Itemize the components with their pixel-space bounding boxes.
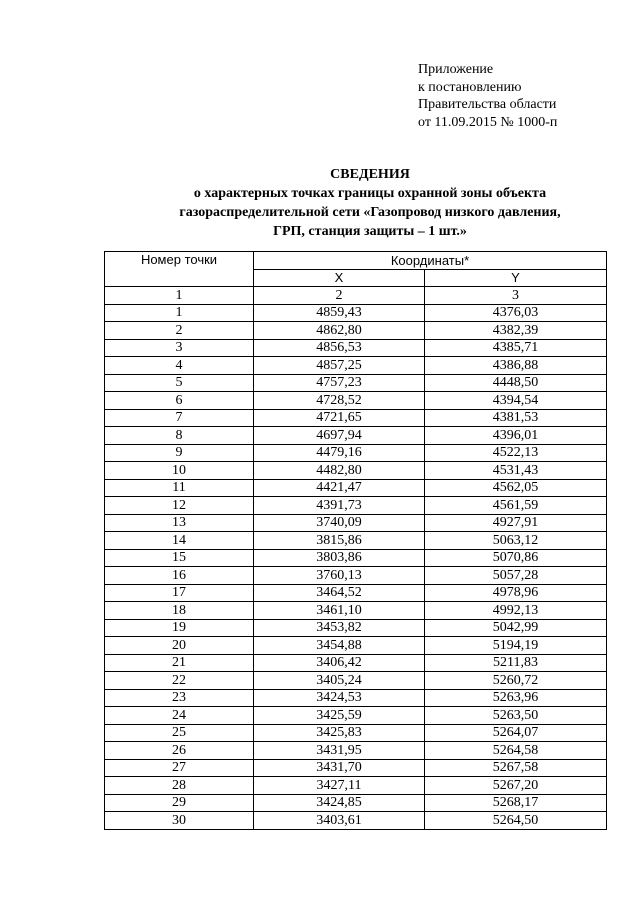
x-coordinate-cell: 4862,80 [254, 322, 425, 340]
y-coordinate-cell: 4561,59 [425, 497, 607, 515]
coordinates-table [104, 251, 607, 830]
x-coordinate-cell: 3431,95 [254, 742, 425, 760]
header-y: Y [425, 269, 607, 287]
table-row [105, 444, 607, 462]
table-row [105, 532, 607, 550]
appendix-line: к постановлению [418, 79, 522, 95]
document-title [100, 165, 640, 241]
table-row [105, 374, 607, 392]
point-number-cell: 25 [105, 724, 254, 742]
table-row [105, 409, 607, 427]
appendix-line: от 11.09.2015 № 1000-п [418, 114, 558, 130]
y-coordinate-cell: 4376,03 [425, 304, 607, 322]
x-coordinate-cell: 3405,24 [254, 672, 425, 690]
y-coordinate-cell: 4385,71 [425, 339, 607, 357]
point-number-cell: 11 [105, 479, 254, 497]
x-coordinate-cell: 3454,88 [254, 637, 425, 655]
point-number-cell: 14 [105, 532, 254, 550]
point-number-cell: 21 [105, 654, 254, 672]
table-row [105, 339, 607, 357]
table-row [105, 357, 607, 375]
y-coordinate-cell: 4396,01 [425, 427, 607, 445]
x-coordinate-cell: 3464,52 [254, 584, 425, 602]
table-row [105, 637, 607, 655]
column-number: 3 [425, 287, 607, 305]
x-coordinate-cell: 3740,09 [254, 514, 425, 532]
x-coordinate-cell: 3424,85 [254, 794, 425, 812]
y-coordinate-cell: 5063,12 [425, 532, 607, 550]
point-number-cell: 6 [105, 392, 254, 410]
table-row [105, 742, 607, 760]
y-coordinate-cell: 5070,86 [425, 549, 607, 567]
y-coordinate-cell: 4562,05 [425, 479, 607, 497]
point-number-cell: 9 [105, 444, 254, 462]
point-number-cell: 15 [105, 549, 254, 567]
x-coordinate-cell: 4421,47 [254, 479, 425, 497]
column-number: 2 [254, 287, 425, 305]
point-number-cell: 28 [105, 777, 254, 795]
x-coordinate-cell: 3803,86 [254, 549, 425, 567]
x-coordinate-cell: 3431,70 [254, 759, 425, 777]
column-number-row [105, 287, 607, 305]
x-coordinate-cell: 4479,16 [254, 444, 425, 462]
point-number-cell: 22 [105, 672, 254, 690]
table-row [105, 672, 607, 690]
y-coordinate-cell: 4978,96 [425, 584, 607, 602]
x-coordinate-cell: 3453,82 [254, 619, 425, 637]
point-number-cell: 30 [105, 812, 254, 830]
table-row [105, 602, 607, 620]
point-number-cell: 19 [105, 619, 254, 637]
table-row [105, 619, 607, 637]
x-coordinate-cell: 3427,11 [254, 777, 425, 795]
x-coordinate-cell: 3815,86 [254, 532, 425, 550]
y-coordinate-cell: 5260,72 [425, 672, 607, 690]
y-coordinate-cell: 4522,13 [425, 444, 607, 462]
table-row [105, 724, 607, 742]
header-coordinates: Координаты* [254, 252, 607, 270]
table-row [105, 322, 607, 340]
y-coordinate-cell: 5057,28 [425, 567, 607, 585]
x-coordinate-cell: 3424,53 [254, 689, 425, 707]
y-coordinate-cell: 5042,99 [425, 619, 607, 637]
point-number-cell: 1 [105, 304, 254, 322]
title-heading: СВЕДЕНИЯ [330, 167, 410, 182]
point-number-cell: 17 [105, 584, 254, 602]
table-row [105, 392, 607, 410]
x-coordinate-cell: 3406,42 [254, 654, 425, 672]
y-coordinate-cell: 5268,17 [425, 794, 607, 812]
table-row [105, 549, 607, 567]
y-coordinate-cell: 5264,50 [425, 812, 607, 830]
x-coordinate-cell: 4859,43 [254, 304, 425, 322]
y-coordinate-cell: 4386,88 [425, 357, 607, 375]
point-number-cell: 23 [105, 689, 254, 707]
table-row [105, 304, 607, 322]
table-row [105, 497, 607, 515]
table-row [105, 794, 607, 812]
y-coordinate-cell: 5264,07 [425, 724, 607, 742]
table-row [105, 777, 607, 795]
point-number-cell: 5 [105, 374, 254, 392]
y-coordinate-cell: 5194,19 [425, 637, 607, 655]
x-coordinate-cell: 3425,83 [254, 724, 425, 742]
point-number-cell: 27 [105, 759, 254, 777]
appendix-block [418, 61, 557, 131]
x-coordinate-cell: 4391,73 [254, 497, 425, 515]
point-number-cell: 26 [105, 742, 254, 760]
point-number-cell: 10 [105, 462, 254, 480]
y-coordinate-cell: 4531,43 [425, 462, 607, 480]
y-coordinate-cell: 5264,58 [425, 742, 607, 760]
column-number: 1 [105, 287, 254, 305]
table-row [105, 479, 607, 497]
y-coordinate-cell: 5263,96 [425, 689, 607, 707]
point-number-cell: 4 [105, 357, 254, 375]
point-number-cell: 18 [105, 602, 254, 620]
point-number-cell: 20 [105, 637, 254, 655]
title-line: ГРП, станция защиты – 1 шт.» [273, 224, 467, 239]
appendix-line: Приложение [418, 62, 494, 77]
point-number-cell: 2 [105, 322, 254, 340]
y-coordinate-cell: 4927,91 [425, 514, 607, 532]
table-row [105, 654, 607, 672]
x-coordinate-cell: 4856,53 [254, 339, 425, 357]
x-coordinate-cell: 4728,52 [254, 392, 425, 410]
header-x: X [254, 269, 425, 287]
x-coordinate-cell: 4857,25 [254, 357, 425, 375]
table-row [105, 427, 607, 445]
y-coordinate-cell: 5267,20 [425, 777, 607, 795]
point-number-cell: 13 [105, 514, 254, 532]
table-row [105, 514, 607, 532]
y-coordinate-cell: 4448,50 [425, 374, 607, 392]
table-row [105, 689, 607, 707]
x-coordinate-cell: 4757,23 [254, 374, 425, 392]
table-row [105, 567, 607, 585]
table-row [105, 462, 607, 480]
table-row [105, 707, 607, 725]
x-coordinate-cell: 4721,65 [254, 409, 425, 427]
table-row [105, 584, 607, 602]
table-body [105, 304, 607, 829]
point-number-cell: 8 [105, 427, 254, 445]
point-number-cell: 7 [105, 409, 254, 427]
point-number-cell: 16 [105, 567, 254, 585]
x-coordinate-cell: 4482,80 [254, 462, 425, 480]
point-number-cell: 3 [105, 339, 254, 357]
table-row [105, 812, 607, 830]
header-point-number: Номер точки [105, 252, 254, 287]
x-coordinate-cell: 3403,61 [254, 812, 425, 830]
x-coordinate-cell: 3425,59 [254, 707, 425, 725]
y-coordinate-cell: 5211,83 [425, 654, 607, 672]
point-number-cell: 29 [105, 794, 254, 812]
y-coordinate-cell: 4992,13 [425, 602, 607, 620]
title-line: газораспределительной сети «Газопровод низкого давления, [179, 205, 561, 220]
y-coordinate-cell: 4382,39 [425, 322, 607, 340]
y-coordinate-cell: 4381,53 [425, 409, 607, 427]
y-coordinate-cell: 5267,58 [425, 759, 607, 777]
title-line: о характерных точках границы охранной зоны объекта [193, 186, 547, 201]
y-coordinate-cell: 4394,54 [425, 392, 607, 410]
table-row [105, 759, 607, 777]
x-coordinate-cell: 4697,94 [254, 427, 425, 445]
point-number-cell: 12 [105, 497, 254, 515]
appendix-line: Правительства области [418, 97, 557, 112]
x-coordinate-cell: 3461,10 [254, 602, 425, 620]
x-coordinate-cell: 3760,13 [254, 567, 425, 585]
y-coordinate-cell: 5263,50 [425, 707, 607, 725]
point-number-cell: 24 [105, 707, 254, 725]
